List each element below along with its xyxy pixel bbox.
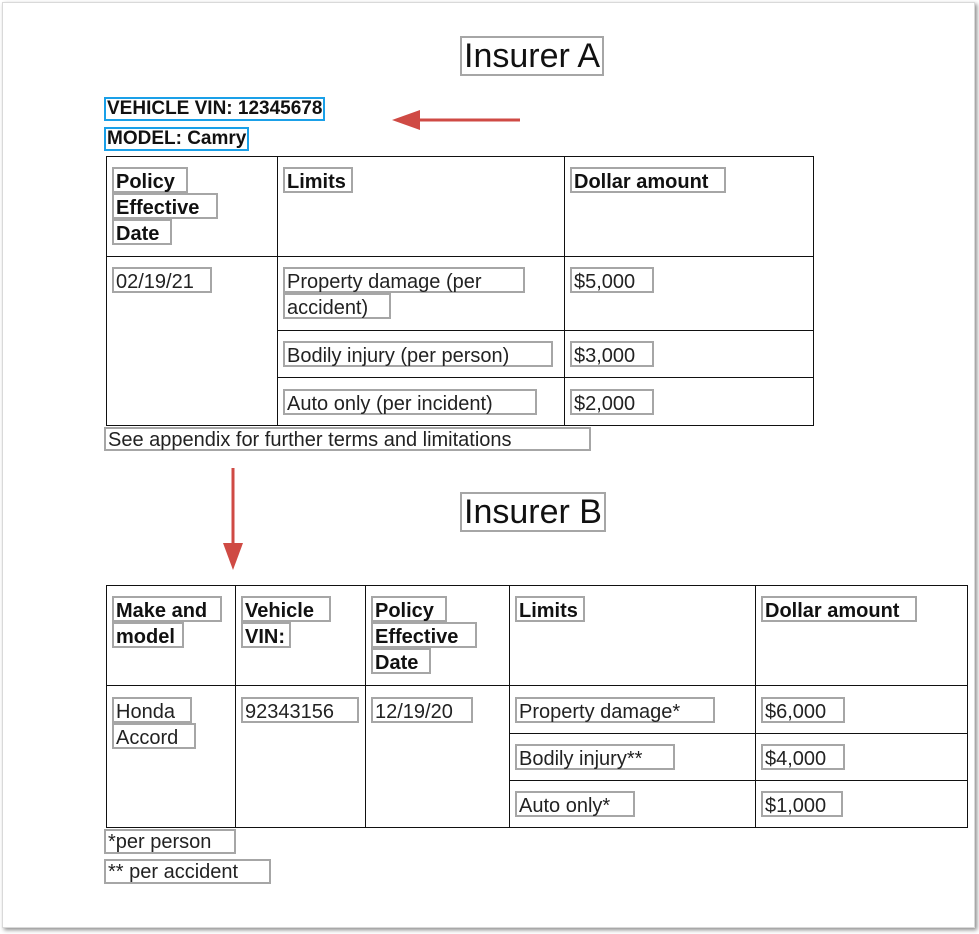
- limit-cell: Property damage*: [515, 697, 715, 723]
- insurer-b-title: Insurer B: [460, 492, 606, 532]
- header-policy-effective-date: Date: [371, 648, 431, 674]
- table-b-row-border: [509, 780, 968, 781]
- appendix-note: See appendix for further terms and limitations: [104, 427, 591, 451]
- table-b-col-border: [509, 585, 510, 828]
- amount-cell: $2,000: [570, 389, 654, 415]
- table-a-row-border: [277, 377, 814, 378]
- make-model-cell: Honda: [112, 697, 192, 723]
- insurer-a-title: Insurer A: [460, 36, 604, 76]
- footnote-per-accident: ** per accident: [104, 859, 271, 884]
- table-b-col-border: [235, 585, 236, 828]
- vehicle-vin-label: VEHICLE VIN: 12345678: [104, 97, 325, 121]
- table-a-col-border: [106, 156, 107, 426]
- header-policy-effective-date: Effective: [112, 193, 218, 219]
- table-a-col-border: [564, 156, 565, 426]
- limit-cell: Property damage (per: [283, 267, 525, 293]
- amount-cell: $6,000: [761, 697, 845, 723]
- amount-cell: $4,000: [761, 744, 845, 770]
- vehicle-vin-cell: 92343156: [241, 697, 359, 723]
- limit-cell: Auto only (per incident): [283, 389, 537, 415]
- header-policy-effective-date: Policy: [371, 596, 447, 622]
- table-b-col-border: [755, 585, 756, 828]
- header-vehicle-vin: VIN:: [241, 622, 291, 648]
- header-dollar-amount: Dollar amount: [570, 167, 726, 193]
- table-a-top-border: [106, 156, 814, 157]
- header-policy-effective-date: Date: [112, 219, 172, 245]
- table-a-col-border: [813, 156, 814, 426]
- table-a-row-border: [277, 330, 814, 331]
- header-limits: Limits: [283, 167, 353, 193]
- header-limits: Limits: [515, 596, 585, 622]
- header-vehicle-vin: Vehicle: [241, 596, 331, 622]
- amount-cell: $5,000: [570, 267, 654, 293]
- header-policy-effective-date: Effective: [371, 622, 477, 648]
- arrow-down-icon: [223, 468, 243, 570]
- header-dollar-amount: Dollar amount: [761, 596, 917, 622]
- limit-cell: accident): [283, 293, 391, 319]
- arrow-left-icon: [392, 110, 520, 130]
- make-model-cell: Accord: [112, 723, 196, 749]
- model-label: MODEL: Camry: [104, 127, 249, 151]
- header-make-model: Make and: [112, 596, 222, 622]
- amount-cell: $3,000: [570, 341, 654, 367]
- header-policy-effective-date: Policy: [112, 167, 188, 193]
- table-a-header-border: [106, 256, 814, 257]
- limit-cell: Auto only*: [515, 791, 635, 817]
- effective-date-cell: 12/19/20: [371, 697, 473, 723]
- header-make-model: model: [112, 622, 184, 648]
- effective-date-cell: 02/19/21: [112, 267, 212, 293]
- table-b-row-border: [509, 733, 968, 734]
- table-b-col-border: [365, 585, 366, 828]
- footnote-per-person: *per person: [104, 829, 236, 854]
- table-b-col-border: [106, 585, 107, 828]
- table-b-col-border: [967, 585, 968, 828]
- table-a-col-border: [277, 156, 278, 426]
- limit-cell: Bodily injury**: [515, 744, 675, 770]
- amount-cell: $1,000: [761, 791, 843, 817]
- table-a-bottom-border: [106, 425, 814, 426]
- limit-cell: Bodily injury (per person): [283, 341, 553, 367]
